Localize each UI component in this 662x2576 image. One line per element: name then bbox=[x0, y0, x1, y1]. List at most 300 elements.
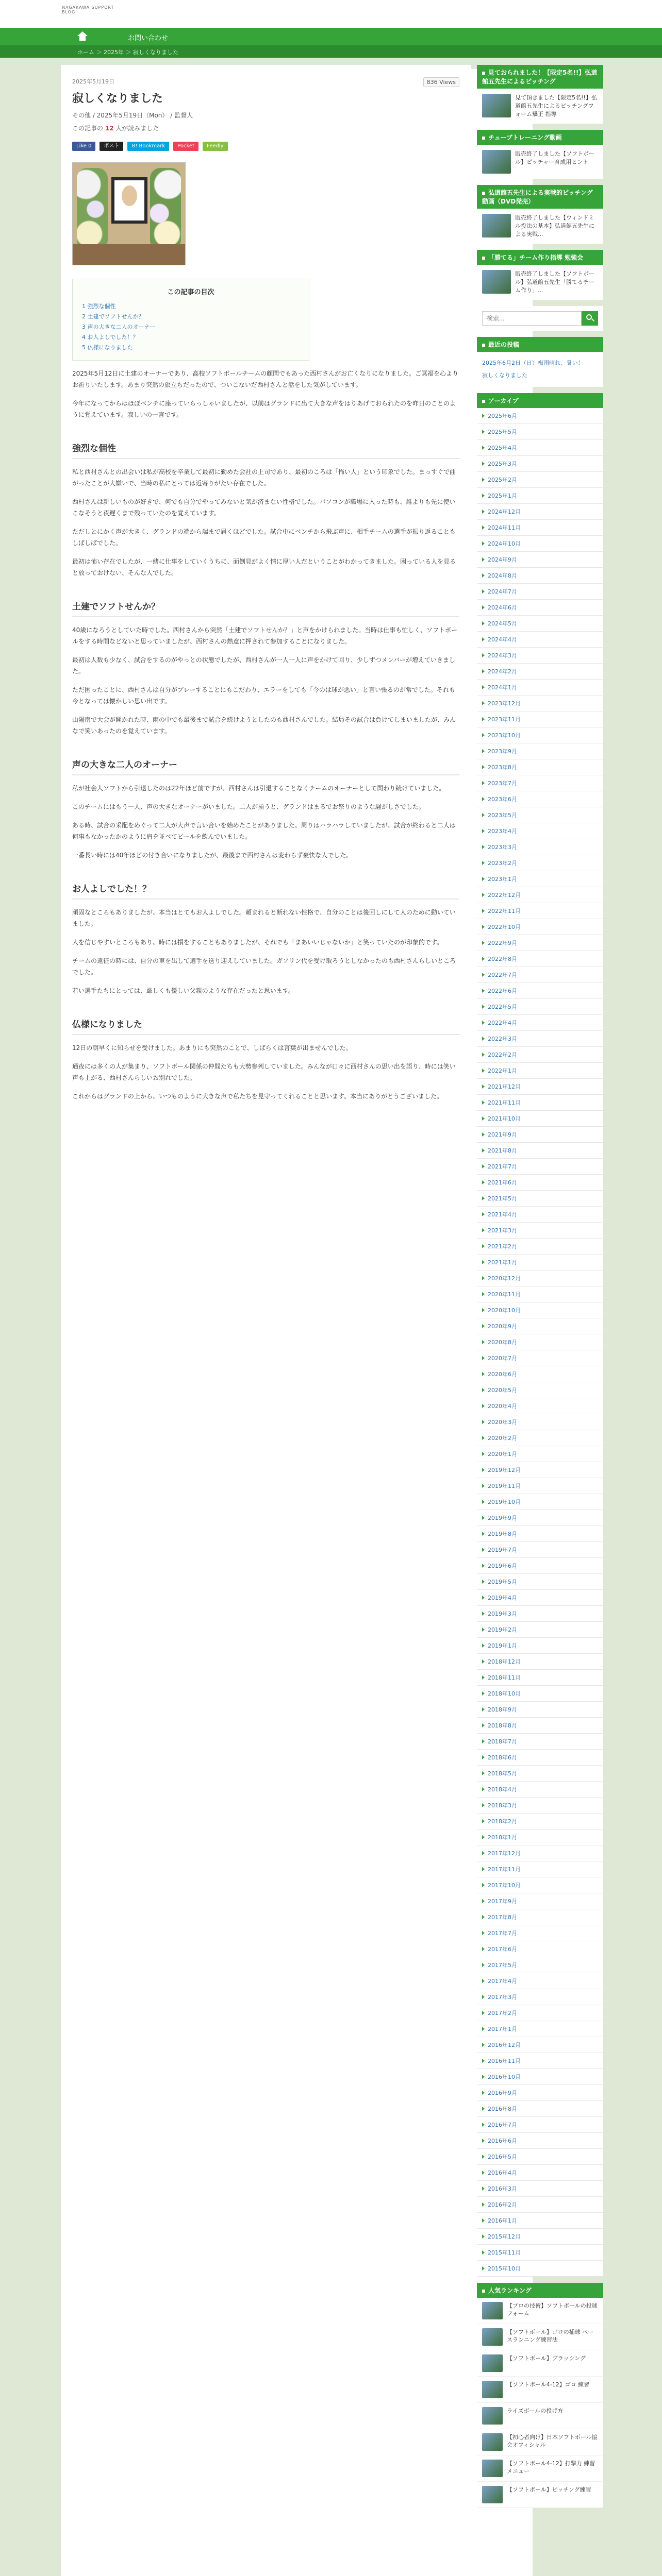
chevron-right-icon bbox=[482, 1037, 485, 1041]
chevron-right-icon bbox=[482, 1643, 485, 1648]
archive-link[interactable] bbox=[477, 632, 603, 648]
search-input[interactable] bbox=[482, 311, 582, 326]
archive-link[interactable] bbox=[477, 791, 603, 807]
archive-link[interactable] bbox=[477, 1478, 603, 1494]
chevron-right-icon bbox=[482, 1675, 485, 1680]
intro-paragraph: 2025年5月12日に土建のオーナーであり、高校ソフトボールチームの顧問でもあった西村さんがお亡くなりになりました。ご冥福を心よりお祈りいたします。あまり突然の旅立ちだったので、ついこないだ西村さんと話をした気がしています。 bbox=[72, 370, 459, 388]
ranking-item[interactable] bbox=[477, 2482, 603, 2508]
archive-label: 2022年7月 bbox=[488, 972, 517, 978]
chevron-right-icon bbox=[482, 1947, 485, 1951]
ranking-title: ライズボールの投げ方 bbox=[507, 2408, 564, 2414]
archive-label: 2024年10月 bbox=[488, 540, 521, 547]
archive-link[interactable] bbox=[477, 616, 603, 632]
chevron-right-icon bbox=[482, 605, 485, 609]
archive-link[interactable] bbox=[477, 584, 603, 600]
archive-link[interactable] bbox=[477, 1302, 603, 1318]
archive-link[interactable] bbox=[477, 440, 603, 456]
archive-link[interactable] bbox=[477, 1446, 603, 1462]
ranking-item[interactable] bbox=[477, 2429, 603, 2455]
archive-label: 2020年10月 bbox=[488, 1307, 521, 1314]
chevron-right-icon bbox=[482, 989, 485, 993]
archive-label: 2021年1月 bbox=[488, 1259, 517, 1266]
archive-link[interactable] bbox=[477, 408, 603, 424]
sidebar-post[interactable] bbox=[482, 214, 598, 239]
archive-label: 2020年2月 bbox=[488, 1435, 517, 1442]
global-nav bbox=[0, 28, 662, 45]
chevron-right-icon bbox=[482, 557, 485, 562]
archive-label: 2021年4月 bbox=[488, 1211, 517, 1218]
archive-link[interactable] bbox=[477, 680, 603, 696]
archive-label: 2022年10月 bbox=[488, 924, 521, 930]
archive-link[interactable] bbox=[477, 2101, 603, 2117]
archive-label: 2023年7月 bbox=[488, 780, 517, 787]
archive-link[interactable] bbox=[477, 743, 603, 759]
archive-link[interactable] bbox=[477, 1622, 603, 1638]
archive-label: 2018年8月 bbox=[488, 1722, 517, 1729]
archive-label: 2022年5月 bbox=[488, 1004, 517, 1010]
archive-link[interactable] bbox=[477, 1111, 603, 1127]
widget-title: 弘道館五先生による実戦的ピッチング動画（DVD発売） bbox=[477, 185, 603, 209]
archive-link[interactable] bbox=[477, 2133, 603, 2149]
archive-link[interactable] bbox=[477, 1829, 603, 1845]
archive-label: 2016年10月 bbox=[488, 2074, 521, 2080]
archive-link[interactable] bbox=[477, 2117, 603, 2133]
section-heading: お人よしでした！？ bbox=[72, 882, 459, 900]
archive-link[interactable] bbox=[477, 1989, 603, 2005]
post-thumbnail bbox=[482, 2381, 503, 2398]
archive-link[interactable] bbox=[477, 2085, 603, 2101]
archive-link[interactable] bbox=[477, 1670, 603, 1686]
archive-link[interactable] bbox=[477, 807, 603, 823]
chevron-right-icon bbox=[482, 1100, 485, 1105]
archive-link[interactable] bbox=[477, 951, 603, 967]
archive-link[interactable] bbox=[477, 1414, 603, 1430]
recent-post-link[interactable]: 寂しくなりました bbox=[482, 372, 527, 379]
archive-link[interactable] bbox=[477, 2229, 603, 2245]
chevron-right-icon bbox=[482, 2139, 485, 2143]
chevron-right-icon bbox=[482, 1803, 485, 1807]
archive-link[interactable] bbox=[477, 1877, 603, 1893]
archive-link[interactable] bbox=[477, 1845, 603, 1861]
chevron-right-icon bbox=[482, 1548, 485, 1552]
x-post-button[interactable]: ポスト bbox=[100, 142, 123, 151]
archive-link[interactable] bbox=[477, 1398, 603, 1414]
chevron-right-icon bbox=[482, 2075, 485, 2079]
archive-link[interactable] bbox=[477, 2053, 603, 2069]
archive-link[interactable] bbox=[477, 1941, 603, 1957]
archive-label: 2017年5月 bbox=[488, 1962, 517, 1969]
chevron-right-icon bbox=[482, 526, 485, 530]
archive-label: 2015年11月 bbox=[488, 2249, 521, 2256]
toc-item[interactable]: 2 土建でソフトせんか？ bbox=[82, 313, 144, 320]
archive-link[interactable] bbox=[477, 488, 603, 504]
site-logo[interactable] bbox=[62, 4, 124, 25]
archive-link[interactable] bbox=[477, 1606, 603, 1622]
ranking-list bbox=[477, 2298, 603, 2508]
archive-link[interactable] bbox=[477, 1063, 603, 1079]
archive-link[interactable] bbox=[477, 1702, 603, 1718]
archive-link[interactable] bbox=[477, 1079, 603, 1095]
section-heading: 強烈な個性 bbox=[72, 441, 459, 459]
chevron-right-icon bbox=[482, 813, 485, 817]
archive-link[interactable] bbox=[477, 2261, 603, 2277]
archive-link[interactable] bbox=[477, 504, 603, 520]
archive-label: 2020年9月 bbox=[488, 1323, 517, 1330]
archive-link[interactable] bbox=[477, 1814, 603, 1829]
home-icon[interactable] bbox=[77, 31, 88, 42]
chevron-right-icon bbox=[482, 749, 485, 753]
chevron-right-icon bbox=[482, 1084, 485, 1089]
archive-link[interactable] bbox=[477, 568, 603, 584]
chevron-right-icon bbox=[482, 2202, 485, 2207]
archive-label: 2016年5月 bbox=[488, 2154, 517, 2160]
archive-label: 2018年7月 bbox=[488, 1738, 517, 1745]
archive-link[interactable] bbox=[477, 1542, 603, 1558]
post-thumbnail bbox=[482, 2302, 503, 2319]
archive-link[interactable] bbox=[477, 456, 603, 472]
chevron-right-icon bbox=[482, 1723, 485, 1727]
archive-link[interactable] bbox=[477, 999, 603, 1015]
chevron-right-icon bbox=[482, 1180, 485, 1184]
archive-link[interactable] bbox=[477, 855, 603, 871]
archive-link[interactable] bbox=[477, 1175, 603, 1191]
toc-item[interactable]: 4 お人よしでした！？ bbox=[82, 334, 139, 341]
chevron-right-icon bbox=[482, 1308, 485, 1312]
archive-label: 2018年2月 bbox=[488, 1818, 517, 1825]
archive-link[interactable] bbox=[477, 1255, 603, 1270]
archive-label: 2020年7月 bbox=[488, 1355, 517, 1362]
chevron-right-icon bbox=[482, 494, 485, 498]
archive-label: 2022年6月 bbox=[488, 988, 517, 994]
archive-label: 2020年3月 bbox=[488, 1419, 517, 1426]
archive-link[interactable] bbox=[477, 839, 603, 855]
archive-label: 2019年11月 bbox=[488, 1483, 521, 1489]
chevron-right-icon bbox=[482, 510, 485, 514]
archive-link[interactable] bbox=[477, 1494, 603, 1510]
feedly-button[interactable]: Feedly bbox=[203, 142, 228, 151]
ranking-item[interactable] bbox=[477, 2455, 603, 2482]
portrait-frame bbox=[111, 177, 147, 224]
body-paragraph: 私と西村さんとの出会いは私が高校を卒業して最初に勤めた会社の上司であり、最初のころは「怖い人」という印象でした。まっすぐで曲がったことが大嫌いで、当時の私にとっては近寄りがたい存在でした。 bbox=[72, 468, 456, 487]
chevron-right-icon bbox=[482, 1995, 485, 1999]
chevron-right-icon bbox=[482, 653, 485, 657]
archive-link[interactable] bbox=[477, 1734, 603, 1750]
archive-link[interactable] bbox=[477, 1270, 603, 1286]
logo-subtext: NAGAKAWA SUPPORT BLOG bbox=[62, 5, 114, 14]
archive-link[interactable] bbox=[477, 1031, 603, 1047]
archive-link[interactable] bbox=[477, 2149, 603, 2165]
archive-link[interactable] bbox=[477, 1095, 603, 1111]
chevron-right-icon bbox=[482, 925, 485, 929]
chevron-right-icon bbox=[482, 909, 485, 913]
archive-label: 2022年4月 bbox=[488, 1020, 517, 1026]
toc-item[interactable]: 3 声の大きな二人のオーナー bbox=[82, 324, 156, 330]
chevron-right-icon bbox=[482, 1372, 485, 1376]
breadcrumb-bar bbox=[0, 45, 662, 58]
chevron-right-icon bbox=[482, 1484, 485, 1488]
archive-link[interactable] bbox=[477, 1239, 603, 1255]
sidebar-post[interactable] bbox=[482, 270, 598, 295]
chevron-right-icon bbox=[482, 2123, 485, 2127]
archive-link[interactable] bbox=[477, 1574, 603, 1590]
chevron-right-icon bbox=[482, 541, 485, 546]
archive-link[interactable] bbox=[477, 648, 603, 664]
ranking-item[interactable] bbox=[477, 2377, 603, 2403]
archive-label: 2022年2月 bbox=[488, 1052, 517, 1058]
archive-label: 2017年2月 bbox=[488, 2010, 517, 2016]
post-thumbnail bbox=[482, 270, 511, 294]
ranking-item[interactable] bbox=[477, 2324, 603, 2350]
post-thumbnail bbox=[482, 214, 511, 238]
widget-title: 見ておられました！【限定5名!!】弘道館五先生によるピッチング bbox=[477, 65, 603, 89]
archive-label: 2018年6月 bbox=[488, 1754, 517, 1761]
archive-link[interactable] bbox=[477, 1973, 603, 1989]
chevron-right-icon bbox=[482, 573, 485, 578]
chevron-right-icon bbox=[482, 1867, 485, 1871]
chevron-right-icon bbox=[482, 1564, 485, 1568]
archive-label: 2023年12月 bbox=[488, 700, 521, 707]
archive-label: 2025年3月 bbox=[488, 461, 517, 467]
pocket-button[interactable]: Pocket bbox=[173, 142, 198, 151]
archive-link[interactable] bbox=[477, 1957, 603, 1973]
archive-link[interactable] bbox=[477, 1526, 603, 1542]
archive-link[interactable] bbox=[477, 2245, 603, 2261]
archive-link[interactable] bbox=[477, 871, 603, 887]
archive-link[interactable] bbox=[477, 935, 603, 951]
article-main bbox=[61, 65, 471, 2576]
archive-label: 2019年12月 bbox=[488, 1467, 521, 1473]
archive-label: 2016年7月 bbox=[488, 2122, 517, 2128]
chevron-right-icon bbox=[482, 446, 485, 450]
archive-link[interactable] bbox=[477, 1686, 603, 1702]
widget-ranking bbox=[477, 2283, 603, 2508]
read-count-suffix: 人が読みました bbox=[115, 125, 159, 132]
archive-link[interactable] bbox=[477, 664, 603, 680]
archive-label: 2019年3月 bbox=[488, 1611, 517, 1617]
chevron-right-icon bbox=[482, 2250, 485, 2255]
archive-link[interactable] bbox=[477, 759, 603, 775]
archive-link[interactable] bbox=[477, 472, 603, 488]
archive-link[interactable] bbox=[477, 1223, 603, 1239]
chevron-right-icon bbox=[482, 781, 485, 785]
sidebar-post-title: 販売終了しました【ソフトボール】弘道館五先生「勝てるチーム作り」... bbox=[515, 270, 594, 294]
archive-link[interactable] bbox=[477, 1909, 603, 1925]
hatena-bookmark-button[interactable]: B! Bookmark bbox=[127, 142, 169, 151]
archive-label: 2017年3月 bbox=[488, 1994, 517, 2001]
chevron-right-icon bbox=[482, 1787, 485, 1791]
body-paragraph: ただ困ったことに、西村さんは自分がプレーすることにもこだわり、エラーをしても「今のは球が悪い」と言い張るのが常でした。それも今となっては懐かしい思い出です。 bbox=[72, 686, 455, 705]
archive-label: 2018年12月 bbox=[488, 1658, 521, 1665]
archive-label: 2024年9月 bbox=[488, 556, 517, 563]
archive-label: 2025年6月 bbox=[488, 413, 517, 419]
archive-link[interactable] bbox=[477, 1015, 603, 1031]
archive-link[interactable] bbox=[477, 1207, 603, 1223]
archive-label: 2025年5月 bbox=[488, 429, 517, 435]
archive-label: 2021年2月 bbox=[488, 1243, 517, 1250]
archive-link[interactable] bbox=[477, 1159, 603, 1175]
archive-link[interactable] bbox=[477, 1350, 603, 1366]
archive-link[interactable] bbox=[477, 2213, 603, 2229]
archive-label: 2017年11月 bbox=[488, 1866, 521, 1873]
chevron-right-icon bbox=[482, 2091, 485, 2095]
body-paragraph: ある時、試合の采配をめぐって二人が大声で言い合いを始めたことがありました。周りはハラハラしていましたが、試合が終わると二人は何事もなかったかのように肩を並べてビールを飲んでいました。 bbox=[72, 822, 456, 840]
archive-label: 2022年8月 bbox=[488, 956, 517, 962]
archive-link[interactable] bbox=[477, 1638, 603, 1654]
archive-link[interactable] bbox=[477, 696, 603, 711]
read-count-prefix: この記事の bbox=[72, 125, 104, 132]
archive-link[interactable] bbox=[477, 775, 603, 791]
archive-link[interactable] bbox=[477, 1925, 603, 1941]
archive-link[interactable] bbox=[477, 2037, 603, 2053]
chevron-right-icon bbox=[482, 1739, 485, 1743]
archive-link[interactable] bbox=[477, 1861, 603, 1877]
archive-label: 2024年8月 bbox=[488, 572, 517, 579]
breadcrumb[interactable]: ホーム ＞ 2025年 ＞ 寂しくなりました bbox=[77, 49, 178, 56]
archive-link[interactable] bbox=[477, 983, 603, 999]
body-paragraph: 人を信じやすいところもあり、時には損をすることもありましたが、それでも「まあいいじゃないか」と笑っていたのが印象的です。 bbox=[72, 939, 443, 946]
archive-label: 2022年3月 bbox=[488, 1036, 517, 1042]
section-heading: 仏様になりました bbox=[72, 1017, 459, 1035]
archive-link[interactable] bbox=[477, 520, 603, 536]
archive-link[interactable] bbox=[477, 2069, 603, 2085]
chevron-right-icon bbox=[482, 1516, 485, 1520]
archive-link[interactable] bbox=[477, 727, 603, 743]
archive-link[interactable] bbox=[477, 887, 603, 903]
search-button[interactable] bbox=[582, 311, 598, 326]
chevron-right-icon bbox=[482, 2011, 485, 2015]
archive-link[interactable] bbox=[477, 1143, 603, 1159]
archive-link[interactable] bbox=[477, 1286, 603, 1302]
sidebar bbox=[477, 65, 603, 2514]
archive-label: 2018年4月 bbox=[488, 1786, 517, 1793]
archive-link[interactable] bbox=[477, 1462, 603, 1478]
chevron-right-icon bbox=[482, 1580, 485, 1584]
archive-link[interactable] bbox=[477, 1510, 603, 1526]
chevron-right-icon bbox=[482, 1132, 485, 1137]
facebook-like-button[interactable]: Like 0 bbox=[72, 142, 95, 151]
post-byline: その他 / 2025年5月19日（Mon） / 監督人 bbox=[72, 112, 193, 119]
archive-link[interactable] bbox=[477, 1366, 603, 1382]
archive-label: 2017年1月 bbox=[488, 2026, 517, 2032]
archive-label: 2015年10月 bbox=[488, 2265, 521, 2272]
archive-link[interactable] bbox=[477, 1654, 603, 1670]
archive-label: 2024年1月 bbox=[488, 684, 517, 691]
widget-title: 最近の投稿 bbox=[477, 337, 603, 352]
recent-post-link[interactable]: 2025年6月2日（日）梅雨晴れ、暑い！ bbox=[482, 360, 584, 366]
toc-item[interactable]: 5 仏様になりました bbox=[82, 344, 133, 351]
archive-link[interactable] bbox=[477, 1047, 603, 1063]
ranking-title: 【ソフトボール】ピッチング練習 bbox=[507, 2486, 591, 2493]
archive-link[interactable] bbox=[477, 1430, 603, 1446]
archive-label: 2016年12月 bbox=[488, 2042, 521, 2048]
site-header bbox=[0, 0, 662, 28]
archive-label: 2019年5月 bbox=[488, 1579, 517, 1585]
sidebar-post[interactable] bbox=[482, 150, 598, 174]
archive-link[interactable] bbox=[477, 919, 603, 935]
archive-label: 2016年9月 bbox=[488, 2090, 517, 2096]
chevron-right-icon bbox=[482, 1468, 485, 1472]
view-count-badge: 836 Views bbox=[423, 77, 459, 87]
archive-link[interactable] bbox=[477, 1382, 603, 1398]
archive-label: 2016年6月 bbox=[488, 2138, 517, 2144]
chevron-right-icon bbox=[482, 877, 485, 881]
archive-label: 2020年1月 bbox=[488, 1451, 517, 1458]
chevron-right-icon bbox=[482, 1404, 485, 1408]
archive-label: 2023年6月 bbox=[488, 796, 517, 803]
archive-label: 2024年5月 bbox=[488, 620, 517, 627]
archive-link[interactable] bbox=[477, 2181, 603, 2197]
archive-link[interactable] bbox=[477, 1893, 603, 1909]
archive-label: 2025年1月 bbox=[488, 493, 517, 499]
widget-archive bbox=[477, 393, 603, 2277]
memorial-photo bbox=[72, 162, 186, 265]
archive-link[interactable] bbox=[477, 552, 603, 568]
archive-link[interactable] bbox=[477, 2165, 603, 2181]
archive-label: 2021年5月 bbox=[488, 1195, 517, 1202]
archive-link[interactable] bbox=[477, 1334, 603, 1350]
chevron-right-icon bbox=[482, 1021, 485, 1025]
archive-link[interactable] bbox=[477, 536, 603, 552]
archive-link[interactable] bbox=[477, 1782, 603, 1798]
archive-link[interactable] bbox=[477, 1750, 603, 1766]
body-paragraph: このチームにはもう一人、声の大きなオーナーがいました。二人が揃うと、グランドはまるでお祭りのような騒がしさでした。 bbox=[72, 803, 425, 810]
archive-link[interactable] bbox=[477, 2197, 603, 2213]
nav-contact-link[interactable]: お問い合わせ bbox=[128, 35, 169, 42]
archive-link[interactable] bbox=[477, 1127, 603, 1143]
chevron-right-icon bbox=[482, 462, 485, 466]
archive-label: 2019年1月 bbox=[488, 1642, 517, 1649]
chevron-right-icon bbox=[482, 2107, 485, 2111]
archive-link[interactable] bbox=[477, 967, 603, 983]
archive-link[interactable] bbox=[477, 711, 603, 727]
archive-link[interactable] bbox=[477, 903, 603, 919]
chevron-right-icon bbox=[482, 1420, 485, 1424]
archive-link[interactable] bbox=[477, 1718, 603, 1734]
archive-link[interactable] bbox=[477, 1590, 603, 1606]
widget-popular bbox=[477, 65, 603, 124]
ranking-item[interactable] bbox=[477, 2403, 603, 2429]
archive-link[interactable] bbox=[477, 1318, 603, 1334]
archive-link[interactable] bbox=[477, 2005, 603, 2021]
sidebar-post[interactable] bbox=[482, 94, 598, 118]
ranking-title: 【ソフトボール4-12】打撃力 練習メニュー bbox=[507, 2460, 595, 2475]
ranking-item[interactable] bbox=[477, 2350, 603, 2377]
archive-link[interactable] bbox=[477, 1766, 603, 1782]
chevron-right-icon bbox=[482, 685, 485, 689]
intro-paragraph: 今年になってからはほぼベンチに座っていらっしゃいましたが、以前はグランドに出て大きな声をはりあげておられたのを昨日のことのように覚えています。寂しいの一言です。 bbox=[72, 400, 456, 418]
archive-link[interactable] bbox=[477, 424, 603, 440]
archive-label: 2017年7月 bbox=[488, 1930, 517, 1937]
archive-link[interactable] bbox=[477, 823, 603, 839]
archive-link[interactable] bbox=[477, 2021, 603, 2037]
toc-item[interactable]: 1 強烈な個性 bbox=[82, 303, 116, 310]
archive-label: 2019年9月 bbox=[488, 1515, 517, 1521]
archive-label: 2018年5月 bbox=[488, 1770, 517, 1777]
ranking-item[interactable] bbox=[477, 2298, 603, 2324]
chevron-right-icon bbox=[482, 1707, 485, 1711]
archive-link[interactable] bbox=[477, 1191, 603, 1207]
archive-label: 2019年4月 bbox=[488, 1595, 517, 1601]
archive-label: 2025年2月 bbox=[488, 477, 517, 483]
widget-team bbox=[477, 250, 603, 300]
chevron-right-icon bbox=[482, 1851, 485, 1855]
archive-label: 2020年4月 bbox=[488, 1403, 517, 1410]
chevron-right-icon bbox=[482, 430, 485, 434]
archive-link[interactable] bbox=[477, 1798, 603, 1814]
archive-link[interactable] bbox=[477, 1558, 603, 1574]
archive-link[interactable] bbox=[477, 600, 603, 616]
body-paragraph: 西村さんは新しいものが好きで、何でも自分でやってみないと気が済まない性格でした。パソコンが職場に入った時も、誰よりも先に使いこなそうと夜遅くまで残っていたのを覚えています。 bbox=[72, 498, 456, 517]
